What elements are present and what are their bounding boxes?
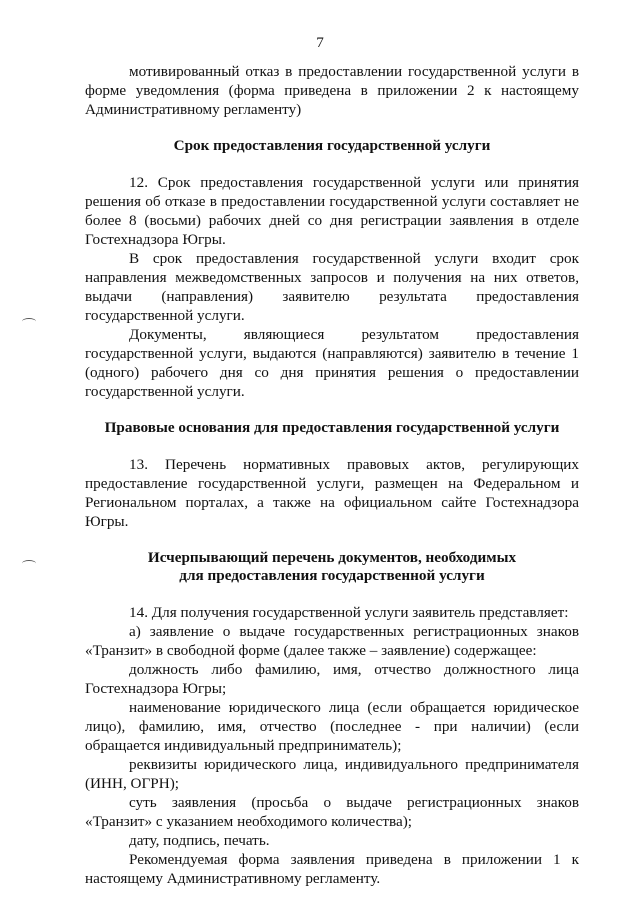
section-heading-documents [85,549,579,585]
paragraph-14a: а) заявление о выдаче государственных регистрационных знаков «Транзит» в свободной форме (далее также – заявление) содержащее: [85,623,579,659]
paragraph-result-documents: Документы, являющиеся результатом предоставления государственной услуги, выдаются (направляются) заявителю в течение 1 (одного) рабочего дня со дня принятия решения о предоставлении государственной услуги. [85,326,579,400]
section-heading-legal-basis: Правовые основания для предоставления государственной услуги [104,419,560,436]
section-heading-documents-line2: для предоставления государственной услуги [179,567,485,584]
section-heading-term: Срок предоставления государственной услуги [173,137,491,154]
paragraph-date-signature: дату, подпись, печать. [129,832,270,849]
document-body [85,62,579,888]
paragraph-13: 13. Перечень нормативных правовых актов, регулирующих предоставление государственной услуги, размещен на Федеральном и Региональном порталах, а также на официальном сайте Гостехнадзора Югры. [85,456,579,530]
paragraph-12: 12. Срок предоставления государственной услуги или принятия решения об отказе в предоставлении государственной услуги составляет не более 8 (восьми) рабочих дней со дня регистрации заявления в отделе Гостехнадзора Югры. [85,174,579,248]
paragraph-recommended-form: Рекомендуемая форма заявления приведена в приложении 1 к настоящему Административному регламенту. [85,851,579,887]
paragraph-14: 14. Для получения государственной услуги заявитель представляет: [129,604,569,621]
section-heading-documents-line1: Исчерпывающий перечень документов, необходимых [147,549,517,566]
margin-mark [22,560,36,567]
margin-mark [22,318,36,325]
paragraph-official-name: должность либо фамилию, имя, отчество должностного лица Гостехнадзора Югры; [85,661,579,697]
paragraph-term-includes: В срок предоставления государственной услуги входит срок направления межведомственных запросов и получения на них ответов, выдачи (направления) заявителю результата предоставления государственной услуги. [85,250,579,324]
paragraph-entity-name: наименование юридического лица (если обращается юридическое лицо), фамилию, имя, отчество (последнее - при наличии) (если обращается индивидуальный предприниматель); [85,699,579,754]
paragraph-request-essence: суть заявления (просьба о выдаче регистрационных знаков «Транзит» с указанием необходимого количества); [85,794,579,830]
page-number: 7 [316,34,324,51]
intro-paragraph: мотивированный отказ в предоставлении государственной услуги в форме уведомления (форма приведена в приложении 2 к настоящему Административному регламенту) [85,63,579,118]
paragraph-requisites: реквизиты юридического лица, индивидуального предпринимателя (ИНН, ОГРН); [85,756,579,792]
